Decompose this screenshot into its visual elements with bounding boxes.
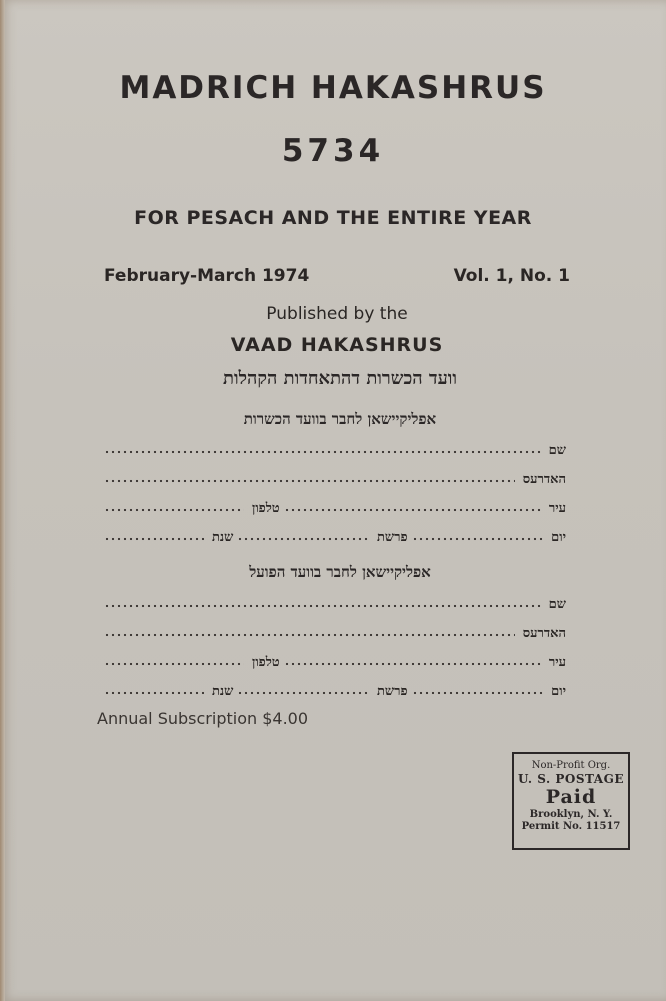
postage-us-postage: U. S. POSTAGE (518, 772, 624, 786)
parsha-label: פרשת (376, 684, 408, 699)
postage-location: Brooklyn, N. Y. (529, 809, 613, 820)
parsha-field-line[interactable] (237, 536, 369, 542)
year-heading: 5734 (281, 133, 385, 169)
application-heading-kashrus: אפליקיישאן לחבר בוועד הכשרות (243, 410, 437, 428)
day-field-line[interactable] (412, 690, 544, 696)
application-heading-poel: אפליקיישאן לחבר בוועד הפועל (249, 563, 431, 581)
form2-city-row (100, 650, 566, 670)
page-title: MADRICH HAKASHRUS (119, 70, 547, 106)
form1-city-row (100, 496, 566, 516)
name-field-line[interactable] (104, 603, 541, 609)
form2-name-row (100, 592, 566, 612)
parsha-label: פרשת (376, 530, 408, 545)
phone-label: טלפון (252, 655, 280, 670)
form1-name-row (100, 438, 566, 458)
year-field-line[interactable] (104, 536, 204, 542)
form1-date-row (100, 525, 566, 545)
address-label: האדרעס (522, 626, 566, 641)
form1-address-row (100, 467, 566, 487)
address-label: האדרעס (522, 472, 566, 487)
postage-permit: Permit No. 11517 (521, 821, 621, 832)
issue-volume: Vol. 1, No. 1 (453, 266, 570, 286)
city-label: עיר (548, 655, 566, 670)
subscription-price: Annual Subscription $4.00 (97, 709, 309, 728)
form2-address-row (100, 621, 566, 641)
name-label: שם (548, 597, 566, 612)
postage-org-type: Non-Profit Org. (531, 760, 611, 771)
publisher-name-hebrew: וועד הכשרות דהתאחדות הקהלות (223, 368, 457, 389)
year-label: שנת (211, 530, 234, 545)
city-field-line[interactable] (284, 661, 541, 667)
year-label: שנת (211, 684, 234, 699)
phone-label: טלפון (252, 501, 280, 516)
year-field-line[interactable] (104, 690, 204, 696)
subtitle: FOR PESACH AND THE ENTIRE YEAR (134, 207, 532, 229)
city-field-line[interactable] (284, 507, 541, 513)
form2-date-row (100, 679, 566, 699)
publisher-name: VAAD HAKASHRUS (230, 334, 444, 356)
day-field-line[interactable] (412, 536, 544, 542)
published-by-text: Published by the (266, 304, 408, 324)
city-label: עיר (548, 501, 566, 516)
postage-paid: Paid (545, 786, 597, 808)
address-field-line[interactable] (104, 632, 515, 638)
parsha-field-line[interactable] (237, 690, 369, 696)
day-label: יום (551, 530, 566, 545)
address-field-line[interactable] (104, 478, 515, 484)
phone-field-line[interactable] (104, 661, 244, 667)
phone-field-line[interactable] (104, 507, 244, 513)
name-label: שם (548, 443, 566, 458)
day-label: יום (551, 684, 566, 699)
postage-indicia (512, 752, 630, 850)
issue-date: February-March 1974 (104, 266, 310, 286)
name-field-line[interactable] (104, 449, 541, 455)
